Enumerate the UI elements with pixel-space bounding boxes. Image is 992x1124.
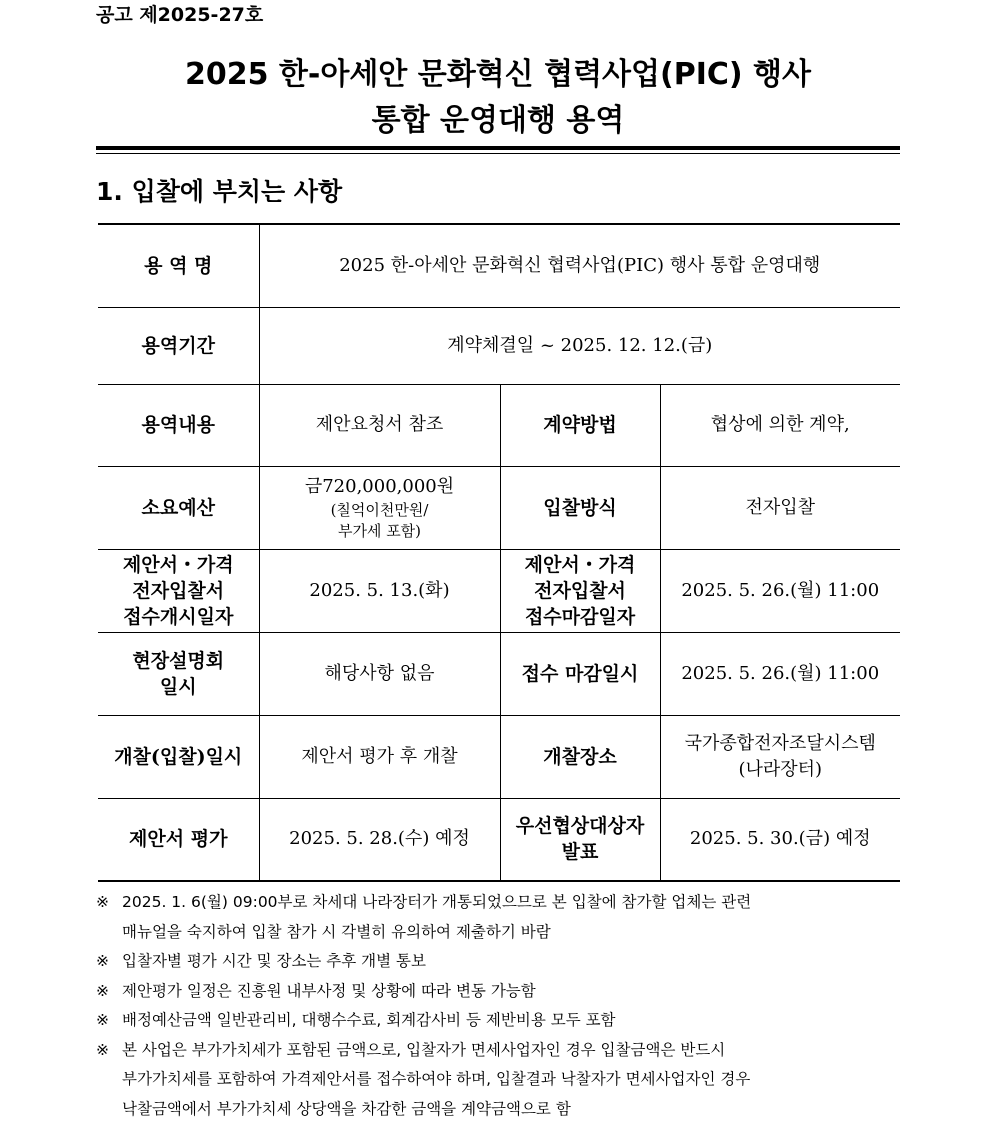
label-line: 접수개시일자	[100, 604, 257, 630]
reference-mark: ※	[96, 977, 109, 1007]
title-line-2: 통합 운영대행 용역	[96, 98, 900, 144]
evaluation-value: 2025. 5. 28.(수) 예정	[259, 798, 500, 881]
table-row	[98, 715, 900, 798]
title-line-1: 2025 한-아세안 문화혁신 협력사업(PIC) 행사	[96, 52, 900, 98]
deadline-label: 접수 마감일시	[500, 632, 660, 715]
note-text: 제안평가 일정은 진흥원 내부사정 및 상황에 따라 변동 가능함	[122, 977, 902, 1007]
label-line: 제안서・가격	[100, 552, 257, 578]
contract-method-label: 계약방법	[500, 384, 660, 466]
note-item	[96, 888, 902, 947]
priority-value: 2025. 5. 30.(금) 예정	[660, 798, 900, 881]
note-text: 낙찰금액에서 부가가치세 상당액을 차감한 금액을 계약금액으로 함	[122, 1095, 902, 1124]
reference-mark: ※	[96, 1006, 109, 1036]
budget-amount-words: (칠억이천만원/	[262, 500, 498, 521]
note-text: 2025. 1. 6(월) 09:00부로 차세대 나라장터가 개통되었으므로 본 입찰에 참가할 업체는 관련	[122, 888, 902, 918]
submission-open-value: 2025. 5. 13.(화)	[259, 549, 500, 632]
note-text: 입찰자별 평가 시간 및 장소는 추후 개별 통보	[122, 947, 902, 977]
label-line: 우선협상대상자	[503, 813, 658, 839]
budget-value	[259, 466, 500, 549]
label-line: 접수마감일자	[503, 604, 658, 630]
note-item	[96, 1036, 902, 1124]
notice-number: 공고 제2025-27호	[96, 0, 263, 27]
opening-value: 제안서 평가 후 개찰	[259, 715, 500, 798]
label-line: 제안서・가격	[503, 552, 658, 578]
table-row	[98, 549, 900, 632]
deadline-value: 2025. 5. 26.(월) 11:00	[660, 632, 900, 715]
briefing-value: 해당사항 없음	[259, 632, 500, 715]
content-value: 제안요청서 참조	[259, 384, 500, 466]
note-text: 매뉴얼을 숙지하여 입찰 참가 시 각별히 유의하여 제출하기 바람	[122, 918, 902, 948]
label-line: 발표	[503, 839, 658, 865]
opening-place-label: 개찰장소	[500, 715, 660, 798]
content-label: 용역내용	[98, 384, 259, 466]
evaluation-label: 제안서 평가	[98, 798, 259, 881]
note-item	[96, 977, 902, 1007]
title-rule-thin	[96, 153, 900, 154]
bid-info-table	[98, 223, 900, 882]
value-line: 국가종합전자조달시스템	[663, 731, 899, 757]
notes-list	[96, 888, 902, 1124]
opening-label: 개찰(입찰)일시	[98, 715, 259, 798]
period-label: 용역기간	[98, 307, 259, 384]
table-row	[98, 798, 900, 881]
bid-method-label: 입찰방식	[500, 466, 660, 549]
note-text: 부가가치세를 포함하여 가격제안서를 접수하여야 하며, 입찰결과 낙찰자가 면세사업자인 경우	[122, 1065, 902, 1095]
label-line: 현장설명회	[100, 648, 257, 674]
label-line: 일시	[100, 674, 257, 700]
budget-amount: 금720,000,000원	[262, 474, 498, 500]
budget-vat-note: 부가세 포함)	[262, 521, 498, 542]
note-text: 배정예산금액 일반관리비, 대행수수료, 회계감사비 등 제반비용 모두 포함	[122, 1006, 902, 1036]
section-heading: 1. 입찰에 부치는 사항	[96, 172, 342, 208]
budget-label: 소요예산	[98, 466, 259, 549]
value-line: (나라장터)	[663, 757, 899, 783]
document-title	[96, 52, 900, 144]
label-line: 전자입찰서	[503, 578, 658, 604]
label-line: 전자입찰서	[100, 578, 257, 604]
opening-place-value	[660, 715, 900, 798]
note-item	[96, 1006, 902, 1036]
submission-open-label	[98, 549, 259, 632]
table-row	[98, 466, 900, 549]
table-row	[98, 632, 900, 715]
title-rule-thick	[96, 146, 900, 150]
service-name-label: 용 역 명	[98, 224, 259, 307]
priority-label	[500, 798, 660, 881]
table-row	[98, 224, 900, 307]
table-row	[98, 384, 900, 466]
note-text: 본 사업은 부가가치세가 포함된 금액으로, 입찰자가 면세사업자인 경우 입찰금액은 반드시	[122, 1036, 902, 1066]
submission-close-label	[500, 549, 660, 632]
bid-method-value: 전자입찰	[660, 466, 900, 549]
briefing-label	[98, 632, 259, 715]
submission-close-value: 2025. 5. 26.(월) 11:00	[660, 549, 900, 632]
service-name-value: 2025 한-아세안 문화혁신 협력사업(PIC) 행사 통합 운영대행	[259, 224, 900, 307]
note-item	[96, 947, 902, 977]
table-row	[98, 307, 900, 384]
reference-mark: ※	[96, 947, 109, 977]
reference-mark: ※	[96, 888, 109, 918]
period-value: 계약체결일 ~ 2025. 12. 12.(금)	[259, 307, 900, 384]
contract-method-value: 협상에 의한 계약,	[660, 384, 900, 466]
reference-mark: ※	[96, 1036, 109, 1066]
